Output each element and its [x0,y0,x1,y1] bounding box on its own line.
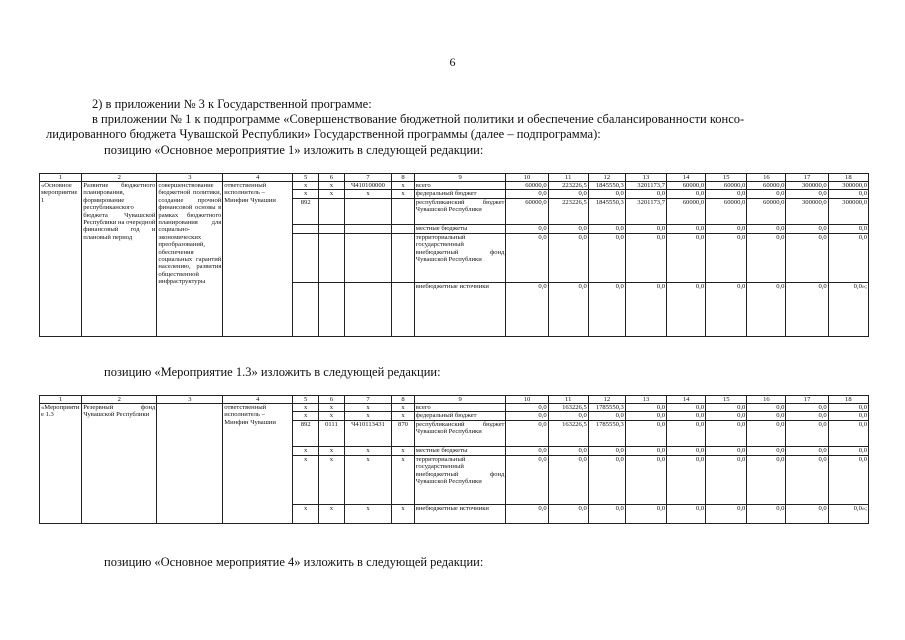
amount-cell: 0,0 [828,404,868,412]
amount-cell: 1845550,3 [588,182,625,190]
col-num: 17 [786,174,828,182]
amount-cell: 0,0»; [828,504,868,523]
amount-cell: 0,0 [747,504,786,523]
col-num: 10 [506,174,548,182]
amount-cell: 0,0 [828,446,868,455]
section-code-cell: x [319,182,345,190]
amount-cell: 0,0 [747,190,786,198]
funding-source-cell: республиканский бюджет Чувашской Республики [414,420,506,446]
amount-cell: 0,0 [506,446,548,455]
col-num: 6 [319,396,345,404]
expense-type-cell [392,233,415,282]
amount-cell: 0,0 [706,282,747,336]
amount-cell: 0,0 [828,420,868,446]
amount-cell: 0,0 [828,412,868,420]
amount-cell: 0,0 [786,233,828,282]
amount-cell: 1785550,3 [588,404,625,412]
amount-cell: 0,0 [747,233,786,282]
col-num: 9 [414,396,506,404]
grbs-code-cell: x [293,446,319,455]
amount-cell: 0,0 [588,504,625,523]
amount-cell: 0,0 [786,455,828,504]
col-num: 18 [828,174,868,182]
activity-goal-cell: совершенствование бюджетной политики, создание прочной финансовой основы в рамках бюджетного планирования для социально-экономических преобразований, обеспечения социальных гарантий населению, развития общественной инфраструктуры [157,182,223,337]
col-num: 7 [344,396,391,404]
amount-cell: 0,0 [548,224,588,233]
col-num: 12 [588,174,625,182]
amount-cell: 0,0 [828,190,868,198]
amount-cell: 0,0 [828,224,868,233]
amount-cell: 0,0 [625,412,666,420]
amount-cell: 0,0 [706,455,747,504]
amount-cell: 0,0 [828,233,868,282]
amount-cell: 223226,5 [548,198,588,224]
amount-cell: 223226,5 [548,182,588,190]
amount-cell: 60000,0 [706,198,747,224]
amount-cell: 0,0 [588,190,625,198]
amount-cell: 163226,5 [548,404,588,412]
col-num: 16 [747,174,786,182]
col-num: 17 [786,396,828,404]
amount-cell: 300000,0 [828,198,868,224]
expense-type-cell: x [392,504,415,523]
grbs-code-cell: 892 [293,198,319,224]
amount-cell: 0,0 [786,504,828,523]
amount-cell: 0,0 [706,224,747,233]
funding-source-cell: местные бюджеты [414,224,506,233]
amount-cell: 60000,0 [667,198,706,224]
grbs-code-cell: x [293,404,319,412]
target-article-cell: x [344,190,391,198]
amount-cell: 60000,0 [667,182,706,190]
col-num: 1 [40,174,82,182]
col-num: 4 [223,174,293,182]
amount-cell: 0,0 [706,233,747,282]
amount-cell: 0,0 [506,224,548,233]
col-num: 1 [40,396,82,404]
amount-cell: 0,0 [506,282,548,336]
target-article-cell: x [344,504,391,523]
funding-source-cell: всего [414,182,506,190]
table-row [40,182,869,190]
amount-cell: 0,0 [625,420,666,446]
amount-cell: 0,0 [786,190,828,198]
amount-cell: 0,0 [625,446,666,455]
amount-cell: 0,0 [625,404,666,412]
amount-cell: 1785550,3 [588,420,625,446]
responsible-executor-cell [223,404,293,524]
col-num: 7 [344,174,391,182]
amount-cell: 60000,0 [747,198,786,224]
activity-goal-cell [157,404,223,524]
intro-line-4: позицию «Основное мероприятие 1» изложить в следующей редакции: [104,143,484,157]
col-num: 16 [747,396,786,404]
amount-cell: 0,0 [706,404,747,412]
amount-cell: 0,0 [548,190,588,198]
target-article-cell: x [344,404,391,412]
funding-source-cell: федеральный бюджет [414,190,506,198]
amount-cell: 0,0 [786,224,828,233]
col-num: 15 [706,174,747,182]
amount-cell: 0,0 [588,446,625,455]
section-code-cell [319,224,345,233]
section-code-cell: x [319,190,345,198]
responsible-executor-label: ответственный исполнитель – [224,182,267,197]
amount-cell: 0,0 [747,446,786,455]
grbs-code-cell: x [293,455,319,504]
target-article-cell [344,282,391,336]
target-article-cell [344,224,391,233]
amount-cell: 0,0 [667,282,706,336]
amount-cell: 0,0 [548,455,588,504]
col-num: 3 [157,174,223,182]
col-num: 10 [506,396,548,404]
col-num: 2 [82,396,157,404]
col-num: 9 [414,174,506,182]
expense-type-cell: x [392,412,415,420]
expense-type-cell [392,198,415,224]
amount-cell: 60000,0 [506,198,548,224]
target-article-cell: x [344,455,391,504]
intro-line-1: 2) в приложении № 3 к Государственной программе: [92,97,372,111]
amount-cell: 0,0 [706,420,747,446]
amount-cell: 0,0 [706,446,747,455]
amount-cell: 0,0 [625,282,666,336]
page-number: 6 [449,55,456,69]
col-num: 3 [157,396,223,404]
amount-cell: 0,0 [506,190,548,198]
col-num: 11 [548,396,588,404]
grbs-code-cell: x [293,504,319,523]
responsible-executor-name: Минфин Чувашии [224,418,276,426]
col-num: 2 [82,174,157,182]
column-number-row [40,396,869,404]
amount-cell: 0,0 [506,404,548,412]
expense-type-cell: x [392,404,415,412]
amount-cell: 0,0 [786,282,828,336]
responsible-executor-name: Минфин Чувашии [224,196,276,204]
target-article-cell: x [344,446,391,455]
section-code-cell [319,198,345,224]
col-num: 8 [392,174,415,182]
section-code-cell: x [319,455,345,504]
amount-cell: 0,0 [706,504,747,523]
amount-cell: 0,0 [548,504,588,523]
col-num: 12 [588,396,625,404]
funding-source-cell: федеральный бюджет [414,412,506,420]
amount-cell: 0,0 [706,412,747,420]
section-code-cell: 0111 [319,420,345,446]
responsible-executor-label: ответственный исполнитель – [224,404,267,419]
amount-cell: 0,0 [747,404,786,412]
amount-cell: 0,0 [667,404,706,412]
expense-type-cell [392,224,415,233]
funding-source-cell: территориальный государственный внебюджетный фонд Чувашской Республики [414,233,506,282]
section-code-cell [319,282,345,336]
amount-cell: 0,0 [667,224,706,233]
budget-table-main-activity-1 [39,173,869,337]
col-num: 5 [293,396,319,404]
section-code-cell: x [319,404,345,412]
amount-cell: 60000,0 [706,182,747,190]
amount-cell: 0,0 [506,455,548,504]
expense-type-cell: 870 [392,420,415,446]
col-num: 4 [223,396,293,404]
amount-cell: 0,0 [548,233,588,282]
amount-cell: 0,0 [747,224,786,233]
amount-cell: 0,0 [786,404,828,412]
amount-cell: 0,0 [548,412,588,420]
expense-type-cell [392,282,415,336]
grbs-code-cell [293,282,319,336]
funding-source-cell: территориальный государственный внебюджетный фонд Чувашской Республики [414,455,506,504]
amount-cell: 0,0 [588,412,625,420]
amount-cell: 0,0 [625,455,666,504]
grbs-code-cell: 892 [293,420,319,446]
target-article-cell: Ч410100000 [344,182,391,190]
amount-cell: 0,0 [667,412,706,420]
section-code-cell: x [319,412,345,420]
col-num: 5 [293,174,319,182]
target-article-cell [344,198,391,224]
amount-cell: 60000,0 [747,182,786,190]
intro-line-3: лидированного бюджета Чувашской Республики» Государственной программы (далее – подпрограмма): [46,127,601,141]
amount-cell: 0,0 [506,233,548,282]
amount-cell: 163226,5 [548,420,588,446]
amount-cell: 0,0 [625,224,666,233]
amount-cell: 0,0 [588,233,625,282]
amount-cell: 60000,0 [506,182,548,190]
amount-cell: 0,0»; [828,282,868,336]
amount-cell: 0,0 [667,504,706,523]
amount-cell: 300000,0 [786,182,828,190]
amount-cell: 1845550,3 [588,198,625,224]
amount-cell: 0,0 [828,455,868,504]
amount-cell: 0,0 [588,282,625,336]
expense-type-cell: x [392,455,415,504]
amount-cell: 0,0 [747,455,786,504]
amount-cell: 0,0 [747,420,786,446]
amount-cell: 0,0 [786,446,828,455]
col-num: 14 [667,396,706,404]
amount-cell: 0,0 [625,190,666,198]
activity-name-cell: Резервный фонд Чувашской Республики [82,404,157,524]
activity-status-cell: «Основное мероприятие 1 [40,182,82,337]
amount-cell: 0,0 [588,224,625,233]
grbs-code-cell: x [293,190,319,198]
budget-table-activity-1-3 [39,395,869,524]
section-code-cell: x [319,446,345,455]
funding-source-cell: местные бюджеты [414,446,506,455]
amount-cell: 0,0 [667,455,706,504]
expense-type-cell: x [392,190,415,198]
amount-cell: 300000,0 [786,198,828,224]
funding-source-cell: республиканский бюджет Чувашской Республики [414,198,506,224]
col-num: 15 [706,396,747,404]
amount-cell: 0,0 [747,412,786,420]
amount-cell: 3201173,7 [625,182,666,190]
col-num: 13 [625,396,666,404]
col-num: 13 [625,174,666,182]
amount-cell: 0,0 [786,420,828,446]
grbs-code-cell: x [293,182,319,190]
amount-cell: 0,0 [667,420,706,446]
section-code-cell: x [319,504,345,523]
table-row [40,404,869,412]
amount-cell: 0,0 [625,504,666,523]
amount-cell: 0,0 [506,412,548,420]
activity-name-cell: Развитие бюджетного планирования, формирование республиканского бюджета Чувашской Республики на очередной финансовый год и плановый период [82,182,157,337]
target-article-cell: x [344,412,391,420]
col-num: 6 [319,174,345,182]
activity-status-cell: «Мероприятие 1.3 [40,404,82,524]
grbs-code-cell [293,233,319,282]
funding-source-cell: внебюджетные источники [414,504,506,523]
funding-source-cell: всего [414,404,506,412]
paragraph-activity-1-3: позицию «Мероприятие 1.3» изложить в следующей редакции: [104,365,441,379]
column-number-row [40,174,869,182]
amount-cell: 0,0 [747,282,786,336]
amount-cell: 0,0 [667,233,706,282]
amount-cell: 0,0 [667,190,706,198]
amount-cell: 0,0 [625,233,666,282]
amount-cell: 0,0 [548,282,588,336]
grbs-code-cell [293,224,319,233]
col-num: 14 [667,174,706,182]
responsible-executor-cell [223,182,293,337]
amount-cell: 0,0 [506,504,548,523]
amount-cell: 0,0 [588,455,625,504]
amount-cell: 3201173,7 [625,198,666,224]
col-num: 8 [392,396,415,404]
target-article-cell [344,233,391,282]
expense-type-cell: x [392,446,415,455]
col-num: 11 [548,174,588,182]
target-article-cell: Ч410113431 [344,420,391,446]
amount-cell: 0,0 [548,446,588,455]
funding-source-cell: внебюджетные источники [414,282,506,336]
amount-cell: 0,0 [506,420,548,446]
col-num: 18 [828,396,868,404]
amount-cell: 300000,0 [828,182,868,190]
intro-line-2: в приложении № 1 к подпрограмме «Совершенствование бюджетной политики и обеспечение сбалансированности консо- [92,112,745,126]
amount-cell: 0,0 [667,446,706,455]
grbs-code-cell: x [293,412,319,420]
section-code-cell [319,233,345,282]
paragraph-main-activity-4: позицию «Основное мероприятие 4» изложить в следующей редакции: [104,555,484,569]
amount-cell: 0,0 [706,190,747,198]
amount-cell: 0,0 [786,412,828,420]
expense-type-cell: x [392,182,415,190]
